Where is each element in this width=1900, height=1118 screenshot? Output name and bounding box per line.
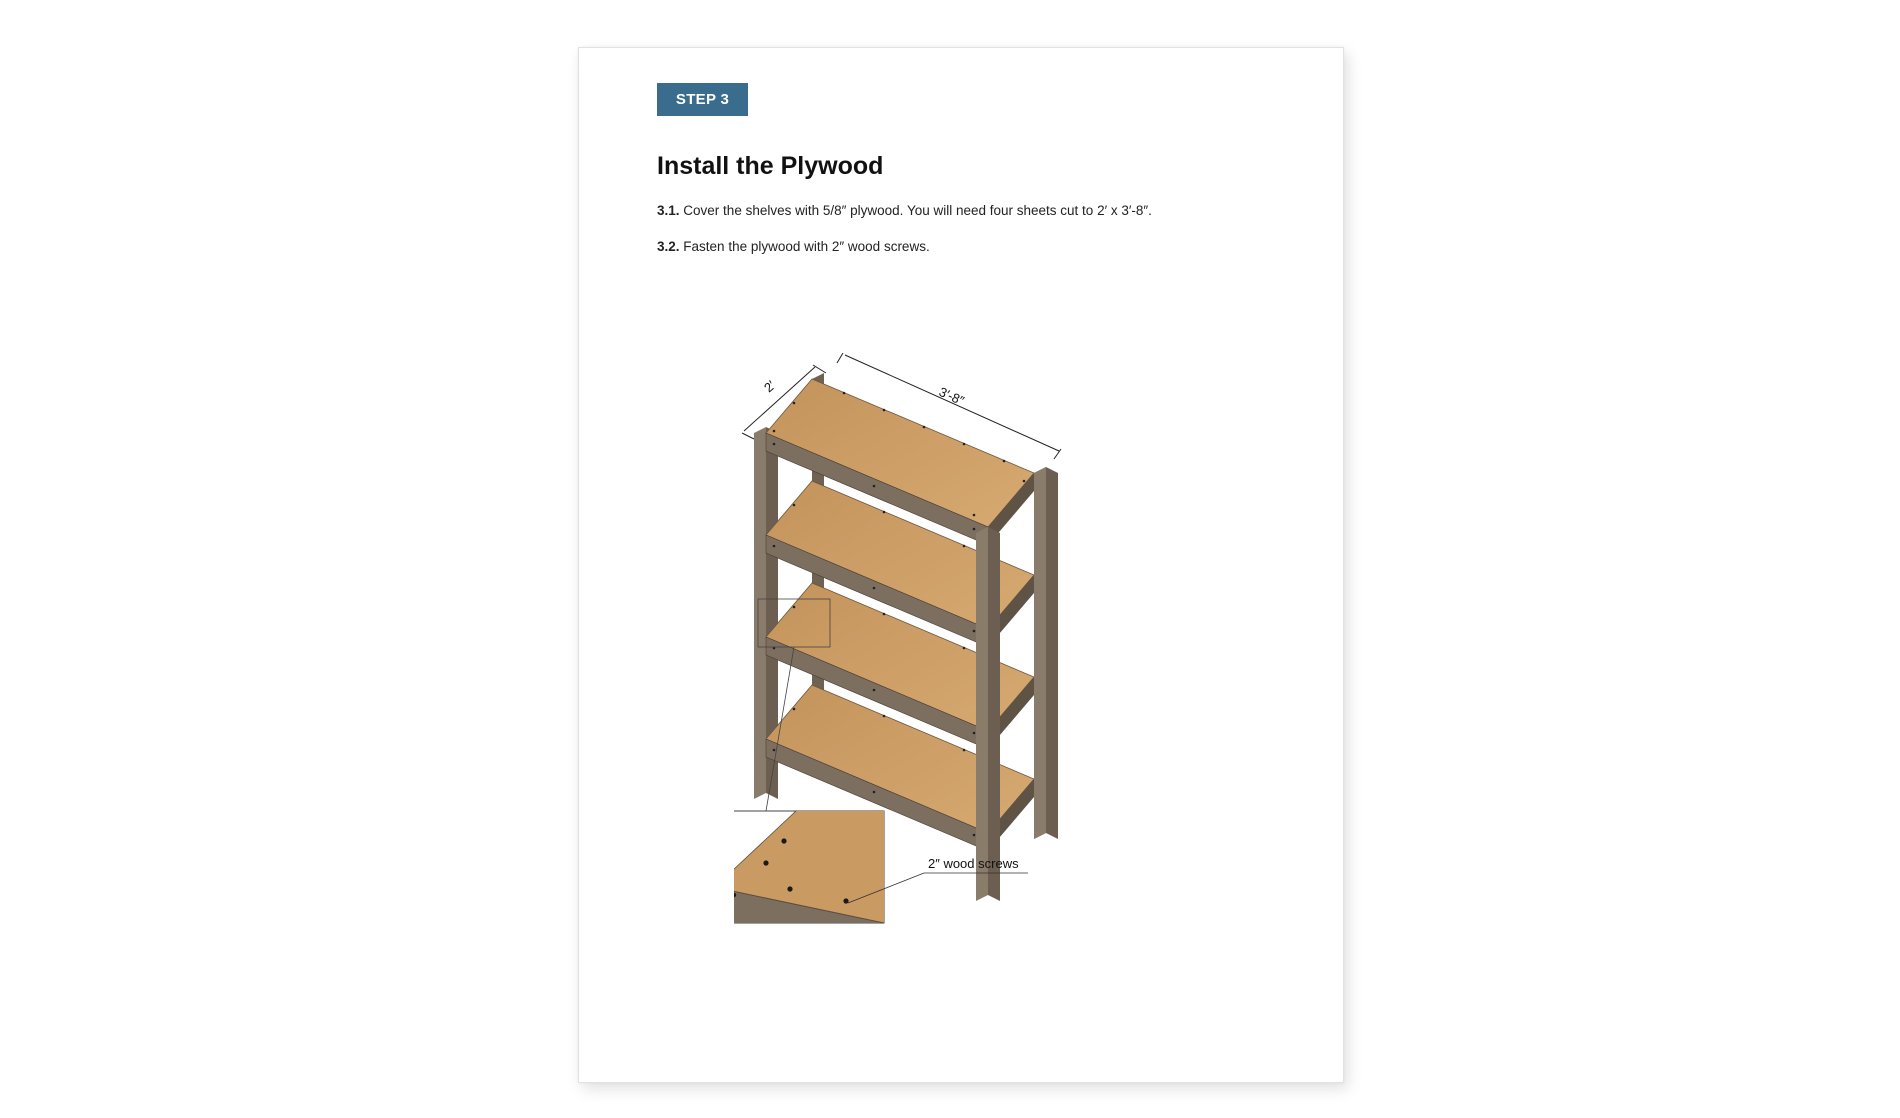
front-right-post bbox=[976, 527, 1000, 901]
instruction-number: 3.1. bbox=[657, 203, 680, 218]
width-dimension-label: 3′-8″ bbox=[936, 384, 967, 409]
step-badge bbox=[657, 83, 748, 116]
back-right-post bbox=[1034, 467, 1058, 839]
page-title: Install the Plywood bbox=[657, 152, 884, 180]
depth-dimension-label: 2′ bbox=[760, 377, 779, 396]
instruction-item bbox=[657, 203, 1152, 218]
detail-inset bbox=[734, 811, 884, 923]
shelving-unit-diagram bbox=[734, 353, 1174, 1073]
instruction-item bbox=[657, 239, 930, 254]
instruction-text: Fasten the plywood with 2″ wood screws. bbox=[683, 239, 930, 254]
instruction-page bbox=[578, 47, 1344, 1083]
instruction-number: 3.2. bbox=[657, 239, 680, 254]
callout-label: 2″ wood screws bbox=[928, 856, 1019, 871]
instruction-text: Cover the shelves with 5/8″ plywood. You will need four sheets cut to 2′ x 3′-8″. bbox=[683, 203, 1152, 218]
step-label: STEP 3 bbox=[675, 91, 730, 108]
